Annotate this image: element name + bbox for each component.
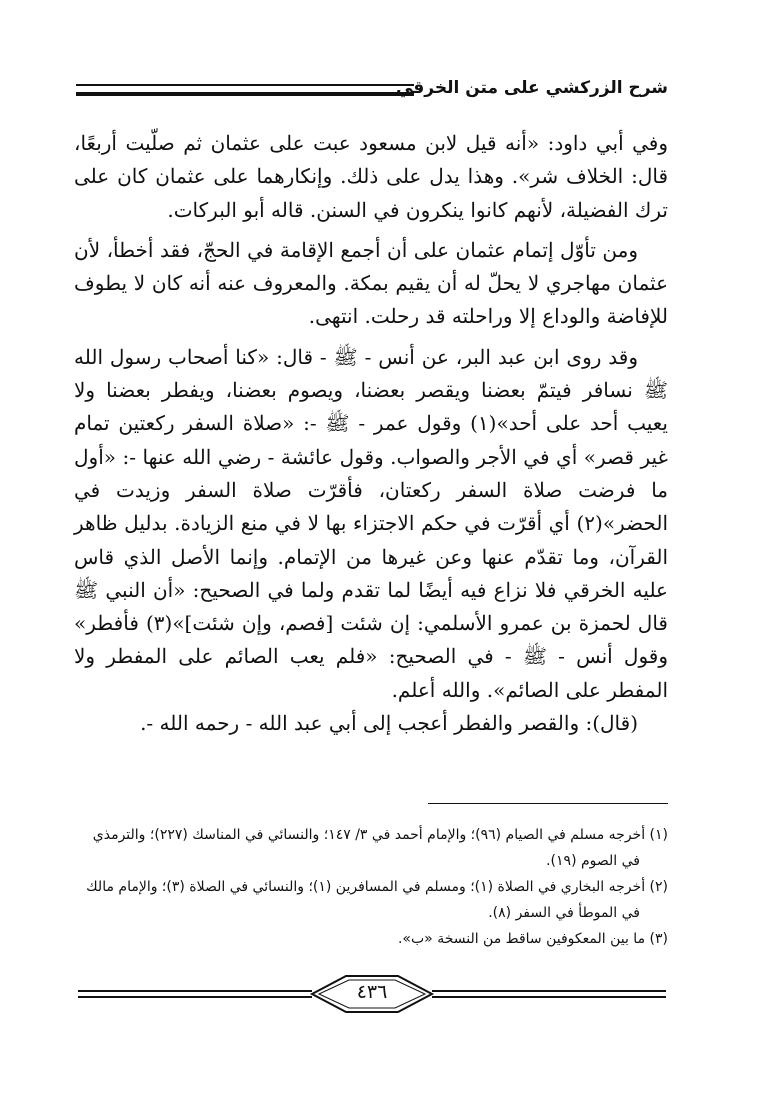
paragraph-4: (قال): والقصر والفطر أعجب إلى أبي عبد الله - رحمه الله -. [140, 711, 638, 736]
footnote-3: (٣) ما بين المعكوفين ساقط من النسخة «ب». [397, 931, 668, 947]
page-footer [74, 972, 670, 1022]
footnote-2-continuation: في الموطأ في السفر (٨). [488, 905, 640, 921]
paragraph-2: ومن تأوّل إتمام عثمان على أن أجمع الإقامة في الحجّ، فقد أخطأ، لأن عثمان مهاجري لا يحلّ له أن يقيم بمكة. والمعروف عنه أنه كان لا يطوف للإفاضة والوداع إلا وراحلته قد رحلت. انتهى. [74, 237, 668, 329]
running-header-title: شرح الزركشي على متن الخرقي [395, 78, 668, 98]
footnote-1-continuation: في الصوم (١٩). [546, 853, 640, 869]
running-header [76, 78, 668, 106]
header-double-rule [76, 84, 414, 96]
footnotes [74, 822, 668, 952]
footnote-1: (١) أخرجه مسلم في الصيام (٩٦)؛ والإمام أحمد في ٣/ ١٤٧؛ والنسائي في المناسك (٢٢٧)؛ والترمذي [92, 827, 668, 843]
footnote-separator [428, 803, 668, 804]
paragraph-1: وفي أبي داود: «أنه قيل لابن مسعود عبت على عثمان ثم صلّيت أربعًا، قال: الخلاف شر». وهذا يدل على ذلك. وإنكارهما على عثمان كان على ترك الفضيلة، لأنهم كانوا ينكرون في السنن. قاله أبو البركات. [74, 131, 668, 222]
footnote-2: (٢) أخرجه البخاري في الصلاة (١)؛ ومسلم في المسافرين (١)؛ والنسائي في الصلاة (٣)؛ والإمام مالك [86, 879, 668, 895]
paragraph-3: وقد روى ابن عبد البر، عن أنس - ﷺ - قال: «كنا أصحاب رسول الله ﷺ نسافر فيتمّ بعضنا ويقصر بعضنا، ويصوم بعضنا، ويفطر بعضنا ولا يعيب أحد على أحد»(١) وقول عمر - ﷺ -: «صلاة السفر ركعتين تمام غير قصر» أي في الأجر والصواب. وقول عائشة - رضي الله عنها -: «أول ما فرضت صلاة السفر ركعتان، فأقرّت صلاة السفر وزيدت في الحضر»(٢) أي أقرّت في حكم الاجتزاء بها لا في منع الزيادة. بدليل ظاهر القرآن، وما تقدّم عنها وعن غيرها من الإتمام. وإنما الأصل الذي قاس عليه الخرقي فلا نزاع فيه أيضًا لما تقدم ولما في الصحيح: «أن النبي ﷺ قال لحمزة بن عمرو الأسلمي: إن شئت [فصم، وإن شئت]»(٣) فأفطر» وقول أنس - ﷺ - في الصحيح: «فلم يعب الصائم على المفطر ولا المفطر على الصائم». والله أعلم. [74, 344, 668, 702]
main-text [74, 127, 668, 740]
page-number: ٤٣٦ [356, 981, 388, 1003]
